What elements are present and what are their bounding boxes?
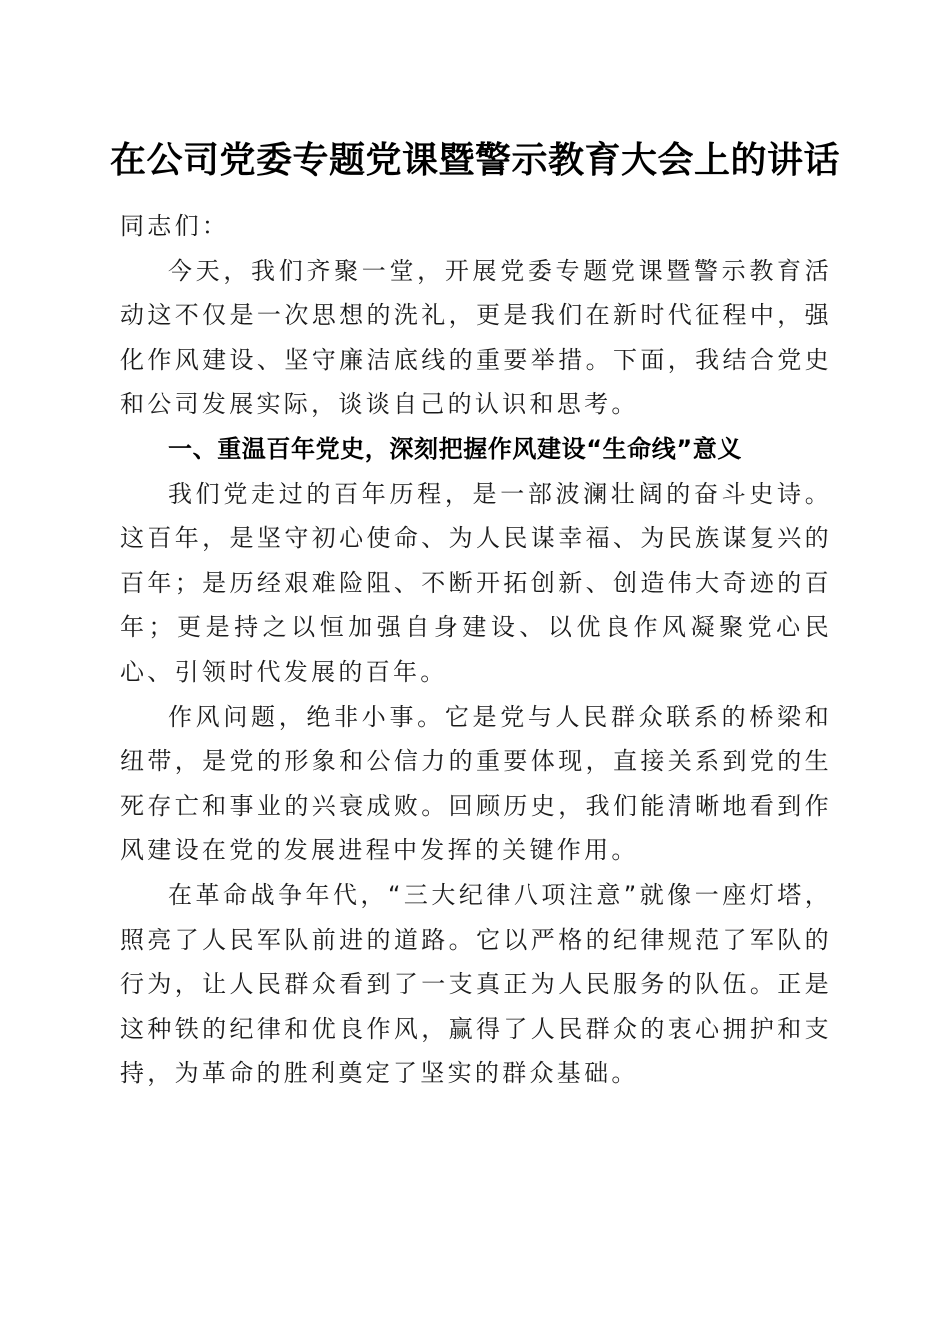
- paragraph-intro: 今天，我们齐聚一堂，开展党委专题党课暨警示教育活动这不仅是一次思想的洗礼，更是我们在新时代征程中，强化作风建设、坚守廉洁底线的重要举措。下面，我结合党史和公司发展实际，谈谈自己的认识和思考。: [120, 256, 832, 419]
- page-title: 在公司党委专题党课暨警示教育大会上的讲话: [109, 139, 840, 181]
- salutation: 同志们：: [120, 212, 230, 240]
- paragraph-revolution: 在革命战争年代，“三大纪律八项注意”就像一座灯塔，照亮了人民军队前进的道路。它以严格的纪律规范了军队的行为，让人民群众看到了一支真正为人民服务的队伍。正是这种铁的纪律和优良作风，赢得了人民群众的衷心拥护和支持，为革命的胜利奠定了坚实的群众基础。: [120, 880, 832, 1088]
- paragraph-style-issue: 作风问题，绝非小事。它是党与人民群众联系的桥梁和纽带，是党的形象和公信力的重要体现，直接关系到党的生死存亡和事业的兴衰成败。回顾历史，我们能清晰地看到作风建设在党的发展进程中发挥的关键作用。: [120, 702, 832, 865]
- paragraph-history: 我们党走过的百年历程，是一部波澜壮阔的奋斗史诗。这百年，是坚守初心使命、为人民谋幸福、为民族谋复兴的百年；是历经艰难险阻、不断开拓创新、创造伟大奇迹的百年；更是持之以恒加强自身建设、以优良作风凝聚党心民心、引领时代发展的百年。: [120, 479, 832, 686]
- section-heading-1: 一、重温百年党史，深刻把握作风建设“生命线”意义: [168, 434, 742, 463]
- document-body: [120, 204, 832, 1096]
